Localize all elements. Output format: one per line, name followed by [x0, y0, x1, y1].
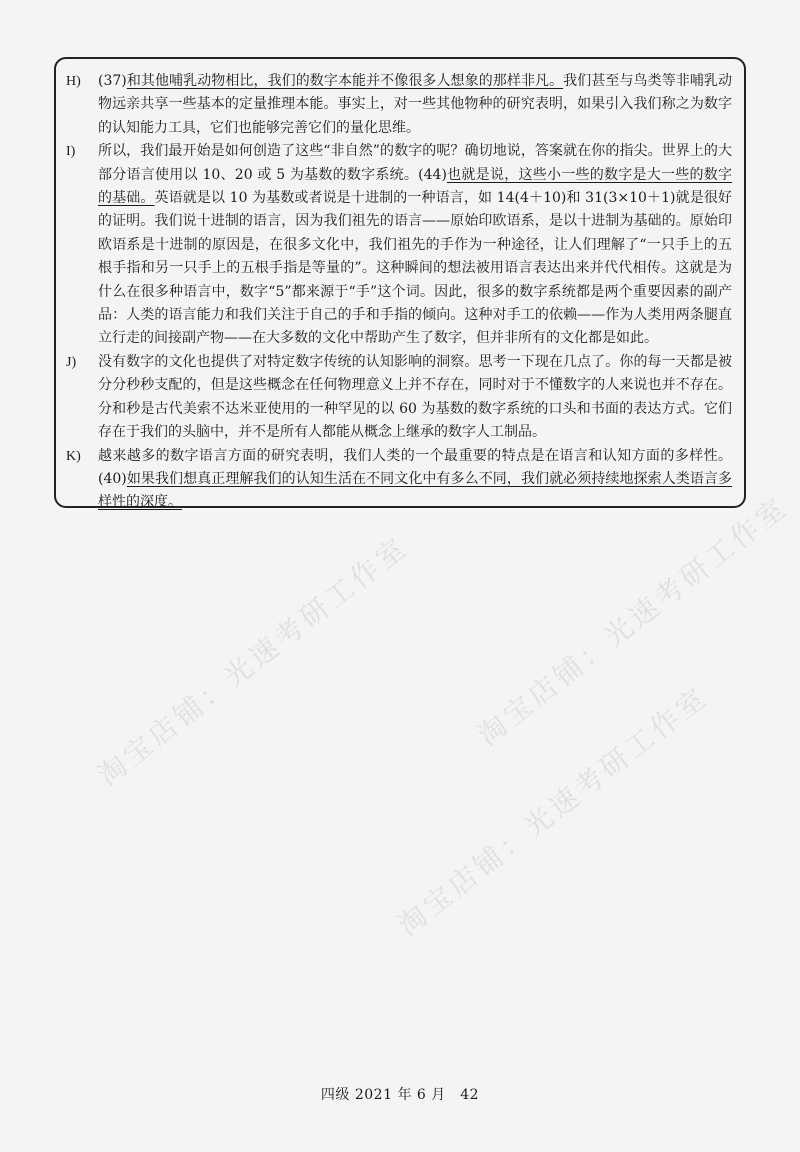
- paragraph-label: J): [66, 354, 77, 370]
- watermark: 淘宝店铺：光速考研工作室: [91, 529, 415, 793]
- underlined-sentence: 和其他哺乳动物相比，我们的数字本能并不像很多人想象的那样非凡。: [126, 73, 564, 89]
- paragraph-text: 英语就是以 10 为基数或者说是十进制的一种语言，如 14(4＋10)和 31(3×10＋1)就是很好的证明。我们说十进制的语言，因为我们祖先的语言——原始印欧语系，是以十进制为基础的。原始印欧语系是十进制的原因是，在很多文化中，我们祖先的手作为一种途径，让人们理解了“一只手上的五根手指和另一只手上的五根手指是等量的”。这种瞬间的想法被用语言表达出来并代代相传。这就是为什么在很多种语言中，数字“5”都来源于“手”这个词。因此，很多的数字系统都是两个重要因素的副产品：人类的语言能力和我们关注于自己的手和手指的倾向。这种对手工的依赖——作为人类用两条腿直立行走的间接副产物——在大多数的文化中帮助产生了数字，但并非所有的文化都是如此。: [98, 190, 733, 347]
- paragraph-label: H): [66, 74, 81, 89]
- paragraph-text: 我们甚至与鸟类等非哺乳动物远亲共享一些基本的定量推理本能。事实上，对一些其他物种的研究表明，如果引入我们称之为数字的认知能力工具，它们也能够完善它们的量化思维。: [98, 73, 733, 136]
- paragraph-text: 所以，我们最开始是如何创造了这些“非自然”的数字的呢？确切地说，答案就在你的指尖。世界上的大部分语言使用以 10、20 或 5 为基数的数字系统。(44): [98, 143, 732, 183]
- paragraph-h: [66, 70, 732, 140]
- passage-box: [54, 57, 746, 511]
- paragraph-j: [66, 351, 732, 445]
- paragraph-label: I): [66, 144, 76, 160]
- paragraph-text: (37): [98, 73, 127, 89]
- page-footer: 四级 2021 年 6 月 42: [320, 1087, 480, 1103]
- paragraph-k: [66, 445, 732, 515]
- watermark: 淘宝店铺：光速考研工作室: [391, 679, 715, 943]
- underlined-sentence: 也就是说，这些小一些的数字是大一些的数字的基础。: [98, 166, 733, 207]
- paragraph-text: 越来越多的数字语言方面的研究表明，我们人类的一个最重要的特点是在语言和认知方面的多样性。(40): [98, 447, 732, 487]
- watermark: 淘宝店铺：光速考研工作室: [471, 489, 795, 753]
- underlined-sentence: 如果我们想真正理解我们的认知生活在不同文化中有多么不同，我们就必须持续地探索人类语言多样性的深度。: [98, 470, 732, 511]
- paragraph-i: [66, 140, 732, 351]
- paragraph-label: K): [66, 448, 81, 464]
- paragraph-text: 没有数字的文化也提供了对特定数字传统的认知影响的洞察。思考一下现在几点了。你的每一天都是被分分秒秒支配的，但是这些概念在任何物理意义上并不存在，同时对于不懂数字的人来说也并不存在。分和秒是古代美索不达米亚使用的一种罕见的以 60 为基数的数字系统的口头和书面的表达方式。它们存在于我们的头脑中，并不是所有人都能从概念上继承的数字人工制品。: [98, 353, 732, 441]
